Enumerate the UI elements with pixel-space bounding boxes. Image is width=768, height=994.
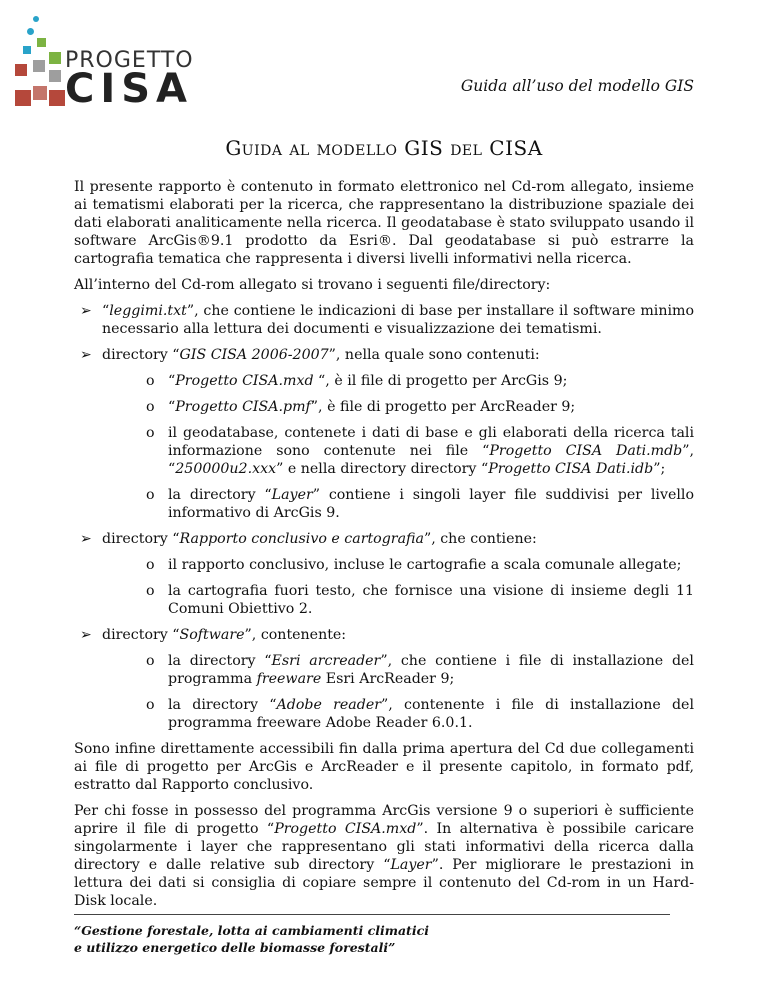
- list-item: ➢ directory “GIS CISA 2006-2007”, nella quale sono contenuti:: [80, 347, 540, 363]
- page-title: Guida al modello GIS del CISA: [225, 136, 543, 160]
- footer-divider: [74, 914, 670, 915]
- arrow-bullet-icon: ➢: [80, 627, 92, 643]
- logo-text-progetto: PROGETTO: [65, 48, 194, 73]
- list-item: ➢ directory “Software”, contenente:: [80, 627, 347, 643]
- circle-bullet-icon: o: [146, 373, 155, 389]
- logo-text-cisa: CISA: [65, 66, 194, 112]
- list-item: ➢ directory “Rapporto conclusivo e cartografia”, che contiene:: [80, 531, 537, 547]
- logo-dot: [27, 28, 34, 35]
- circle-bullet-icon: o: [146, 583, 155, 599]
- logo-square: [15, 90, 31, 106]
- logo-square: [15, 64, 27, 76]
- running-header: Guida all’uso del modello GIS: [460, 77, 694, 95]
- circle-bullet-icon: o: [146, 557, 155, 573]
- intro-list-lead: All’interno del Cd-rom allegato si trovano i seguenti file/directory:: [74, 277, 551, 293]
- logo-square: [33, 86, 47, 100]
- logo-dot: [37, 38, 46, 47]
- sub-list-item: o la directory “Esri arcreader”, che contiene i file di installazione del programma freeware Esri ArcReader 9;: [146, 653, 694, 687]
- arrow-bullet-icon: ➢: [80, 347, 92, 363]
- page-footer: [74, 922, 429, 956]
- sub-list-item: o la directory “Adobe reader”, contenente i file di installazione del programma freeware Adobe Reader 6.0.1.: [146, 697, 694, 731]
- logo-square: [49, 90, 65, 106]
- logo-dot: [23, 46, 31, 54]
- sub-list-item: o “Progetto CISA.mxd “, è il file di progetto per ArcGis 9;: [146, 373, 568, 389]
- body-paragraph: Sono infine direttamente accessibili fin dalla prima apertura del Cd due collegamenti ai file di progetto per ArcGis e ArcReader e il presente capitolo, in formato pdf, estratto dal Rapporto conclusivo.: [74, 741, 694, 793]
- sub-list-item: o la directory “Layer” contiene i singoli layer file suddivisi per livello informativo di ArcGis 9.: [146, 487, 694, 521]
- footer-line-2: e utilizzo energetico delle biomasse forestali”: [74, 940, 396, 955]
- project-logo: [13, 14, 194, 112]
- intro-paragraph: Il presente rapporto è contenuto in formato elettronico nel Cd-rom allegato, insieme ai tematismi elaborati per la ricerca, che rappresentano la distribuzione spaziale dei dati elaborati analiticamente nella ricerca. Il geodatabase è stato sviluppato usando il software ArcGis®9.1 prodotto da Esri®. Dal geodatabase si può estrarre la cartografia tematica che rappresenta i diversi livelli informativi nella ricerca.: [74, 179, 694, 267]
- sub-list-item: o “Progetto CISA.pmf”, è file di progetto per ArcReader 9;: [146, 399, 576, 415]
- sub-list-item: o il rapporto conclusivo, incluse le cartografie a scala comunale allegate;: [146, 557, 682, 573]
- circle-bullet-icon: o: [146, 425, 155, 441]
- circle-bullet-icon: o: [146, 487, 155, 503]
- document-body: [74, 178, 694, 918]
- list-item: ➢ “leggimi.txt”, che contiene le indicazioni di base per installare il software minimo necessario alla lettura dei documenti e visualizzazione dei tematismi.: [80, 303, 694, 337]
- logo-square: [49, 52, 61, 64]
- logo-square: [49, 70, 61, 82]
- logo-square: [33, 60, 45, 72]
- circle-bullet-icon: o: [146, 653, 155, 669]
- sub-list-item: o il geodatabase, contenete i dati di base e gli elaborati della ricerca tali informazione sono contenute nei file “Progetto CISA Dati.mdb”, “250000u2.xxx” e nella directory directory “Progetto CISA Dati.idb”;: [146, 425, 694, 477]
- arrow-bullet-icon: ➢: [80, 303, 92, 319]
- circle-bullet-icon: o: [146, 399, 155, 415]
- circle-bullet-icon: o: [146, 697, 155, 713]
- logo-dot: [33, 16, 39, 22]
- body-paragraph: Per chi fosse in possesso del programma ArcGis versione 9 o superiori è sufficiente aprire il file di progetto “Progetto CISA.mxd”. In alternativa è possibile caricare singolarmente i layer che rappresentano gli stati informativi della ricerca dalla directory e dalle relative sub directory “Layer”. Per migliorare le prestazioni in lettura dei dati si consiglia di copiare sempre il contenuto del Cd-rom in un Hard-Disk locale.: [74, 803, 694, 909]
- footer-line-1: “Gestione forestale, lotta ai cambiamenti climatici: [74, 923, 429, 938]
- arrow-bullet-icon: ➢: [80, 531, 92, 547]
- sub-list-item: o la cartografia fuori testo, che fornisce una visione di insieme degli 11 Comuni Obiettivo 2.: [146, 583, 694, 617]
